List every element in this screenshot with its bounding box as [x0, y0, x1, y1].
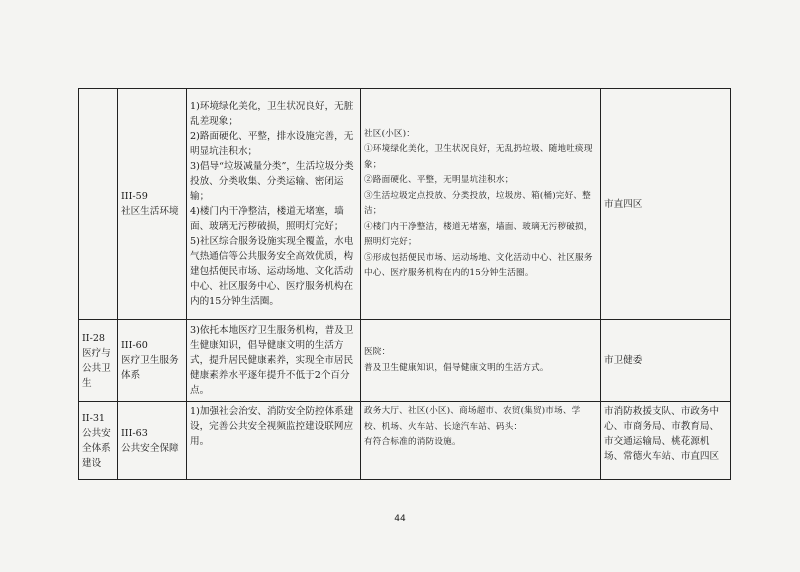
table-row	[79, 402, 731, 480]
venue-cell: 社区(小区)： ①环境绿化美化，卫生状况良好，无乱扔垃圾、随地吐痰现象； ②路面硬化、平整，无明显坑洼积水； ③生活垃圾定点投放、分类投放，垃圾房、箱(桶)完好、整洁； ④楼门内干净整洁，楼道无堵塞，墙面、玻璃无污秽破损，照明灯完好； ⑤形成包括便民市场、运动场地、文化活动中心、社区服务中心、医疗服务机构在内的15分钟生活圈。	[361, 89, 601, 320]
standards-table	[78, 88, 731, 480]
table-row	[79, 89, 731, 320]
category-cell: II-31 公共安全体系建设	[79, 402, 118, 480]
dept-cell: 市消防救援支队、市政务中心、市商务局、市教育局、市交通运输局、桃花源机场、常德火车站、市直四区	[601, 402, 731, 480]
item-cell: III-59 社区生活环境	[118, 89, 187, 320]
page-number: 44	[394, 514, 406, 524]
item-cell: III-60 医疗卫生服务体系	[118, 320, 187, 402]
category-cell	[79, 89, 118, 320]
standard-cell: 1)加强社会治安、消防安全防控体系建设，完善公共安全视频监控建设联网应用。	[187, 402, 361, 480]
standard-cell: 1)环境绿化美化，卫生状况良好，无脏乱差现象； 2)路面硬化、平整，排水设施完善，无明显坑洼积水； 3)倡导“垃圾减量分类”，生活垃圾分类投放、分类收集、分类运输、密闭运输； 4)楼门内干净整洁，楼道无堵塞，墙面、玻璃无污秽破损，照明灯完好； 5)社区综合服务设施实现全覆盖，水电气热通信等公共服务安全高效优质，构建包括便民市场、运动场地、文化活动中心、社区服务中心、医疗服务机构在内的15分钟生活圈。	[187, 89, 361, 320]
item-cell: III-63 公共安全保障	[118, 402, 187, 480]
dept-cell: 市卫健委	[601, 320, 731, 402]
category-cell: II-28 医疗与公共卫生	[79, 320, 118, 402]
venue-cell: 政务大厅、社区(小区)、商场超市、农贸(集贸)市场、学校、机场、火车站、长途汽车站、码头： 有符合标准的消防设施。	[361, 402, 601, 480]
table-row	[79, 320, 731, 402]
dept-cell: 市直四区	[601, 89, 731, 320]
venue-cell: 医院： 普及卫生健康知识，倡导健康文明的生活方式。	[361, 320, 601, 402]
standard-cell: 3)依托本地医疗卫生服务机构，普及卫生健康知识，倡导健康文明的生活方式，提升居民健康素养，实现全市居民健康素养水平逐年提升不低于2个百分点。	[187, 320, 361, 402]
